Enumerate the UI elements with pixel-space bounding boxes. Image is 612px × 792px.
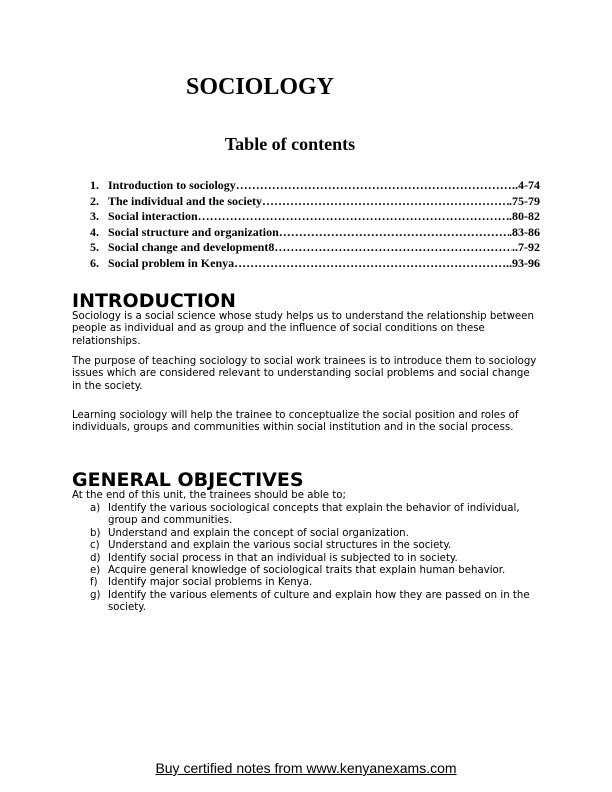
toc-item — [90, 178, 540, 194]
objectives-heading: GENERAL OBJECTIVES — [72, 469, 304, 491]
toc-dot-leader — [279, 225, 509, 241]
objective-letter: d) — [90, 552, 101, 564]
toc-dot-leader — [236, 178, 512, 194]
toc-item-pages: ..7-92 — [512, 240, 540, 254]
toc-item-pages: .75-79 — [509, 193, 540, 208]
objective-item — [90, 540, 550, 552]
objective-item — [90, 553, 550, 565]
objective-item — [90, 528, 550, 540]
objective-letter: e) — [90, 565, 101, 577]
toc-item-number: 1. — [90, 178, 99, 192]
footer — [0, 760, 612, 776]
introduction-heading: INTRODUCTION — [72, 290, 236, 312]
toc-item-pages: ..93-96 — [506, 255, 540, 270]
toc-item-label: The individual and the society — [108, 193, 263, 208]
objective-letter: g) — [90, 589, 101, 601]
toc-item-number: 4. — [90, 224, 99, 239]
toc-dot-leader — [198, 209, 509, 225]
objective-text: Understand and explain the concept of social organization. — [108, 527, 409, 539]
toc-item-number: 6. — [90, 255, 99, 270]
toc-item-pages: .83-86 — [509, 224, 540, 239]
toc-dot-leader — [262, 194, 509, 210]
table-of-contents — [90, 178, 540, 271]
objectives-list — [90, 503, 550, 615]
objective-letter: a) — [90, 503, 101, 514]
objectives-intro: At the end of this unit, the trainees should be able to; — [72, 490, 346, 501]
introduction-paragraph: Learning sociology will help the trainee to conceptualize the social position and roles of individuals, groups and communities within social institution and in the social process. — [72, 410, 519, 434]
toc-item — [90, 209, 540, 225]
toc-item-label: Social problem in Kenya — [108, 255, 235, 270]
objective-letter: c) — [90, 540, 100, 552]
toc-item-label: Social change and development8 — [108, 240, 275, 254]
toc-item-label: Introduction to sociology — [108, 178, 236, 192]
toc-heading: Table of contents — [224, 134, 356, 154]
toc-item-number: 2. — [90, 193, 99, 208]
toc-item-pages: .80-82 — [509, 209, 540, 223]
toc-item-label: Social structure and organization — [108, 224, 279, 239]
objective-item — [90, 590, 550, 615]
introduction-paragraph: Sociology is a social science whose study helps us to understand the relationship between people as individual and as group and the influence of social conditions on these relationships. — [72, 311, 534, 347]
toc-dot-leader — [234, 256, 506, 272]
toc-item — [90, 225, 540, 241]
toc-dot-leader — [274, 240, 512, 256]
toc-item-label: Social interaction — [108, 209, 198, 223]
toc-item-number: 5. — [90, 240, 99, 254]
toc-item-number: 3. — [90, 209, 99, 223]
objective-text: Identify major social problems in Kenya. — [108, 577, 313, 589]
objective-item — [90, 577, 550, 589]
objective-text: Identify the various sociological concepts that explain the behavior of individual, group and communities. — [108, 503, 520, 527]
toc-item — [90, 256, 540, 272]
toc-item — [90, 194, 540, 210]
toc-item-pages: ..4-74 — [512, 178, 540, 192]
objective-item — [90, 565, 550, 577]
document-title: SOCIOLOGY — [185, 74, 335, 100]
objective-letter: b) — [90, 527, 101, 539]
objective-text: Identify social process in that an individual is subjected to in society. — [108, 552, 458, 564]
objective-item — [90, 503, 550, 528]
objective-letter: f) — [90, 577, 98, 589]
objective-text: Acquire general knowledge of sociological traits that explain human behavior. — [108, 565, 506, 577]
objective-text: Understand and explain the various social structures in the society. — [108, 540, 452, 552]
toc-item — [90, 240, 540, 256]
objective-text: Identify the various elements of culture and explain how they are passed on in the society. — [108, 589, 530, 614]
footer-link[interactable]: Buy certified notes from www.kenyanexams.com — [155, 760, 457, 776]
introduction-paragraph: The purpose of teaching sociology to social work trainees is to introduce them to sociology issues which are considered relevant to understanding social problems and social change in the society. — [72, 356, 537, 392]
